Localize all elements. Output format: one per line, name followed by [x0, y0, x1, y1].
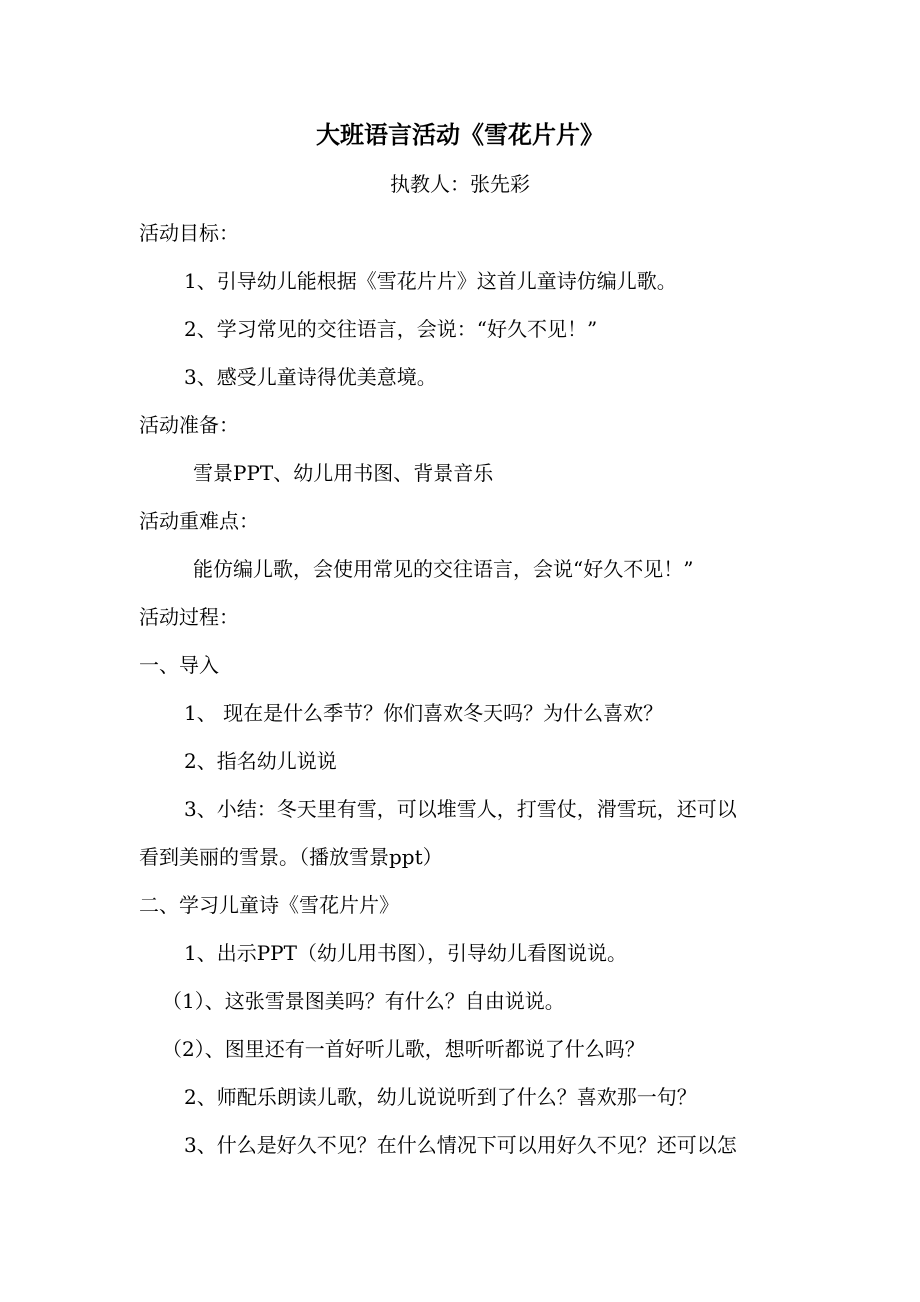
section-1-item-1: 1、 现在是什么季节？你们喜欢冬天吗？为什么喜欢？ [184, 701, 664, 725]
section-1-item-3: 3、小结：冬天里有雪，可以堆雪人，打雪仗，滑雪玩，还可以 [184, 797, 737, 821]
section-2-item-3: 3、什么是好久不见？在什么情况下可以用好久不见？还可以怎 [184, 1133, 737, 1157]
key-points-text: 能仿编儿歌，会使用常见的交往语言，会说“好久不见！” [193, 557, 694, 581]
section-2-sub-item-2: （2）、图里还有一首好听儿歌，想听听都说了什么吗？ [162, 1037, 645, 1061]
author-line: 执教人：张先彩 [390, 172, 530, 196]
process-heading: 活动过程： [139, 605, 239, 629]
goal-item-2: 2、学习常见的交往语言，会说：“好久不见！” [184, 317, 598, 341]
section-1-heading: 一、导入 [139, 653, 219, 677]
key-points-heading: 活动重难点： [139, 509, 259, 533]
prep-text: 雪景PPT、幼儿用书图、背景音乐 [193, 461, 494, 485]
section-2-heading: 二、学习儿童诗《雪花片片》 [139, 893, 399, 917]
section-1-item-3-continuation: 看到美丽的雪景。（播放雪景ppt） [139, 845, 443, 869]
document-title: 大班语言活动《雪花片片》 [316, 120, 604, 149]
section-2-item-2: 2、师配乐朗读儿歌，幼儿说说听到了什么？喜欢那一句？ [184, 1085, 697, 1109]
goals-heading: 活动目标： [139, 221, 239, 245]
goal-item-3: 3、感受儿童诗得优美意境。 [184, 365, 437, 389]
section-2-sub-item-1: （1）、这张雪景图美吗？有什么？自由说说。 [162, 989, 565, 1013]
section-1-item-2: 2、指名幼儿说说 [184, 749, 337, 773]
section-2-item-1: 1、出示PPT（幼儿用书图），引导幼儿看图说说。 [184, 941, 627, 965]
goal-item-1: 1、引导幼儿能根据《雪花片片》这首儿童诗仿编儿歌。 [184, 269, 677, 293]
prep-heading: 活动准备： [139, 413, 239, 437]
